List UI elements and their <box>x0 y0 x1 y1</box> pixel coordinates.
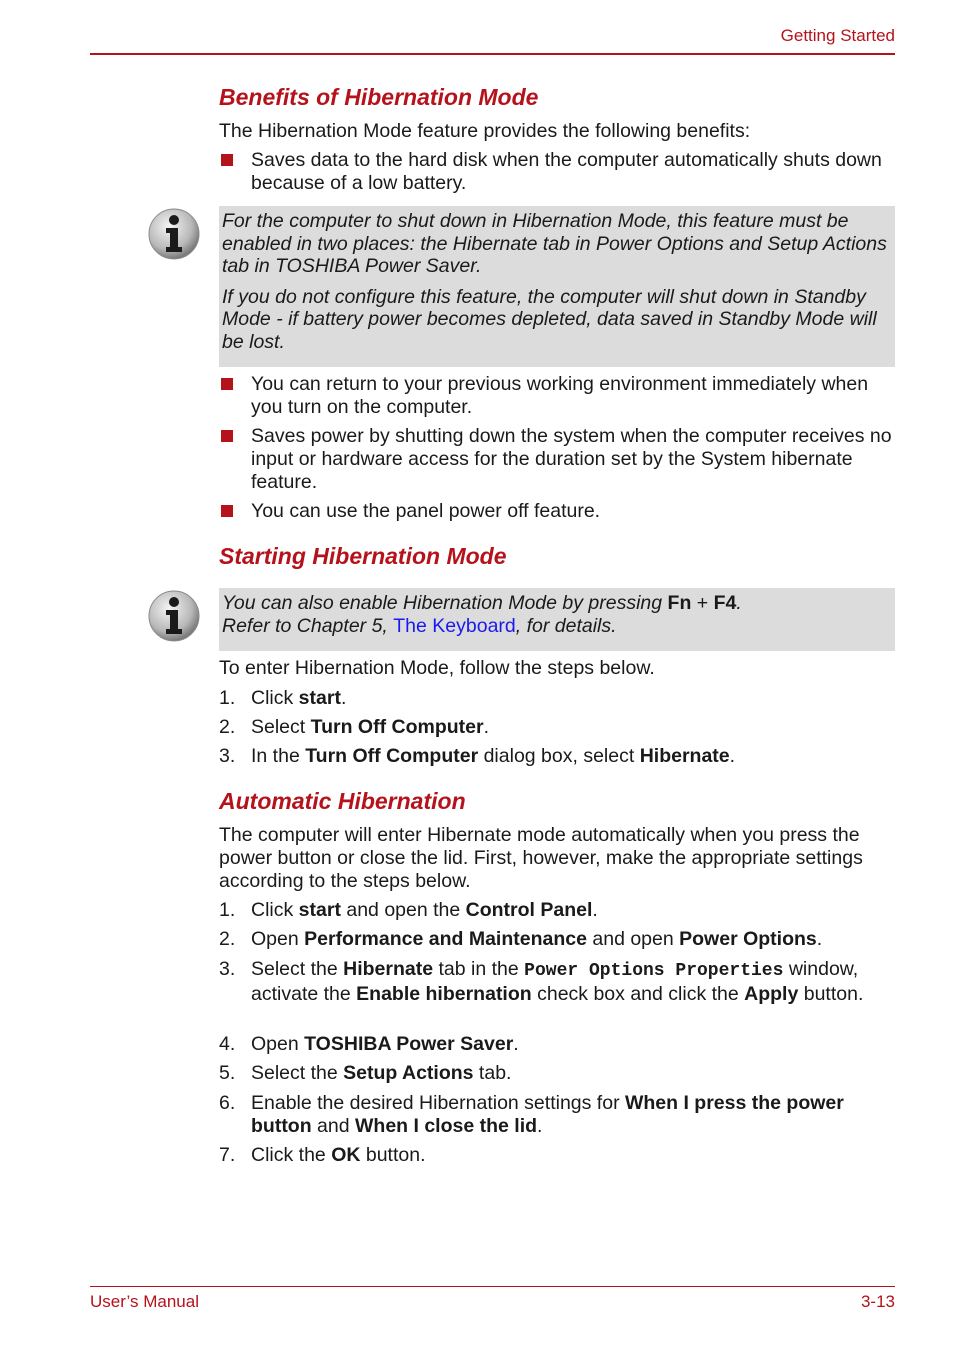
section-heading-benefits: Benefits of Hibernation Mode <box>219 84 539 110</box>
footer-rule <box>90 1286 895 1287</box>
key-fn: Fn <box>667 592 692 614</box>
note-paragraph: Refer to Chapter 5, The Keyboard, for details. <box>222 614 617 637</box>
list-item: Saves data to the hard disk when the computer automatically shuts down because of a low battery. <box>219 149 895 195</box>
section-heading-automatic: Automatic Hibernation <box>219 788 466 814</box>
bullet-square <box>221 378 233 390</box>
list-item: 7. Click the OK button. <box>219 1144 426 1166</box>
note-paragraph: If you do not configure this feature, the computer will shut down in Standby Mode - if battery power becomes depleted, data saved in Standby Mode will be lost. <box>222 285 877 353</box>
note-box-hotkey <box>219 588 895 651</box>
note-paragraph: You can also enable Hibernation Mode by pressing Fn + F4. <box>222 592 742 614</box>
list-item: You can return to your previous working environment immediately when you turn on the computer. <box>219 373 895 419</box>
keyboard-chapter-link[interactable]: The Keyboard <box>393 614 516 637</box>
footer-manual-title: User’s Manual <box>90 1292 199 1311</box>
running-header: Getting Started <box>780 26 895 45</box>
note-box-hibernation-setup <box>219 206 895 367</box>
info-icon <box>146 206 202 262</box>
key-f4: F4 <box>713 592 737 614</box>
list-item: 1. Click start. <box>219 687 347 709</box>
list-item: 2. Select Turn Off Computer. <box>219 716 489 738</box>
list-item: Saves power by shutting down the system when the computer receives no input or hardware access for the duration set by the System hibernate feature. <box>219 425 895 494</box>
bullet-square <box>221 430 233 442</box>
list-item: 1. Click start and open the Control Panel. <box>219 899 598 921</box>
list-item: 2. Open Performance and Maintenance and open Power Options. <box>219 928 823 950</box>
header-rule <box>90 53 895 55</box>
info-icon <box>146 588 202 644</box>
list-item: 5. Select the Setup Actions tab. <box>219 1062 512 1084</box>
benefits-intro: The Hibernation Mode feature provides the following benefits: <box>219 120 751 142</box>
list-item: 6. Enable the desired Hibernation settings for When I press the power button and When I close the lid. <box>219 1092 844 1137</box>
list-item: You can use the panel power off feature. <box>219 500 895 523</box>
page-number: 3-13 <box>860 1292 895 1311</box>
note-paragraph: For the computer to shut down in Hibernation Mode, this feature must be enabled in two places: the Hibernate tab in Power Options and Setup Actions tab in TOSHIBA Power Saver. <box>222 210 887 277</box>
list-item: 3. In the Turn Off Computer dialog box, select Hibernate. <box>219 745 736 767</box>
starting-intro: To enter Hibernation Mode, follow the steps below. <box>219 657 655 679</box>
section-heading-starting: Starting Hibernation Mode <box>219 543 507 569</box>
bullet-square <box>221 505 233 517</box>
bullet-square <box>221 154 233 166</box>
list-item: 3. Select the Hibernate tab in the Power Options Properties window, activate the Enable hibernation check box and click the Apply button. <box>219 958 864 1005</box>
list-item: 4. Open TOSHIBA Power Saver. <box>219 1033 519 1055</box>
automatic-intro: The computer will enter Hibernate mode automatically when you press the power button or close the lid. First, however, make the appropriate settings according to the steps below. <box>219 824 863 892</box>
